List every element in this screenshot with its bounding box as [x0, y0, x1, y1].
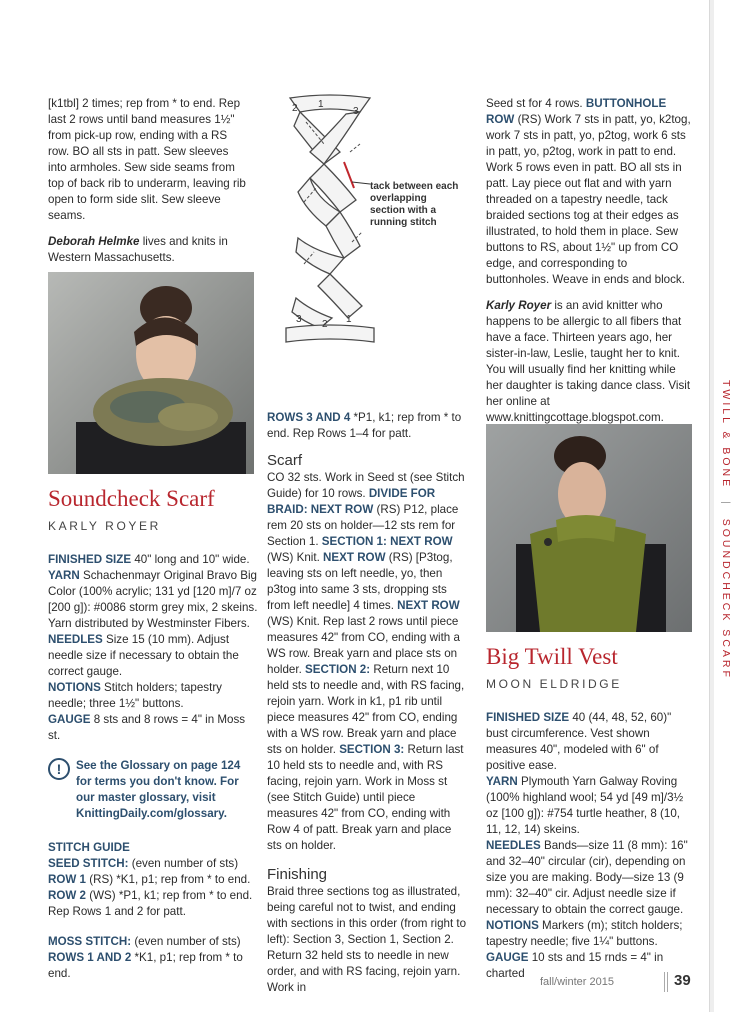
vest-notions — [486, 918, 696, 950]
side-running-head — [720, 380, 732, 680]
next-row-label: NEXT ROW — [323, 551, 386, 564]
row2-text: (WS) *P1, k1; rep from * to end. — [86, 889, 253, 902]
author-bio-text: lives and knits in Western Massachusetts. — [48, 235, 228, 264]
stitch-guide-label: STITCH GUIDE — [48, 841, 130, 854]
vest-gauge-text: 10 sts and 15 rnds = 4" in charted — [486, 951, 664, 980]
page-number: 39 — [674, 972, 691, 989]
finished-size-text: 40" long and 10" wide. — [131, 553, 250, 566]
vest-yarn-text: Plymouth Yarn Galway Roving (100% highland wool; 54 yd [49 m]/3½ oz [100 g]): #754 turtle heather, 8 (10, 11, 12, 14) skeins. — [486, 775, 684, 836]
scarf-text-c: (WS) Knit. — [267, 551, 324, 564]
rows34 — [267, 410, 469, 442]
scarf-text-d: (RS) [P3tog, leaving sts on left needle, yo, then p3tog into same 3 sts, dropping sts from left needle] 4 times. — [267, 551, 453, 612]
rows12-label: ROWS 1 AND 2 — [48, 951, 132, 964]
moss-stitch — [48, 934, 258, 950]
col3-para1 — [486, 96, 692, 288]
scarf-photo — [48, 272, 254, 474]
seed-row1 — [48, 872, 258, 888]
vest-notions-text: Markers (m); stitch holders; tapestry needle; five 1¼" buttons. — [486, 919, 683, 948]
row2-label: ROW 2 — [48, 889, 87, 902]
col3-text-b: (RS) Work 7 sts in patt, yo, k2tog, work 7 sts in patt, yo, p2tog, work 6 sts in patt, yo, p2tog, work in patt to end. Work 5 rows even in patt. BO all sts in patt. Lay piece out flat and with yarn threaded on a tapestry needle, tack braided sections tog at their edges as illustrated, to hold them in place. Sew buttons to RS, about 1½" up from CO edge, and corresponding to buttonholes. Weave in ends and block. — [486, 113, 691, 286]
section1-label: SECTION 1: NEXT ROW — [321, 535, 453, 548]
diagram-label-bottom-1: 1 — [346, 314, 352, 325]
author-name-2: Karly Royer — [486, 299, 552, 312]
vest-finished-size — [486, 710, 696, 774]
diagram-label-bottom-3: 3 — [296, 314, 302, 325]
vest-needles-text: Bands—size 11 (8 mm): 16" and 32–40" circular (cir), depending on size you are making. Body—size 13 (9 mm): 32–40" cir. Adjust needle size if necessary to obtain the correct gauge. — [486, 839, 688, 916]
needles-label: NEEDLES — [48, 633, 103, 646]
side-separator: | — [720, 501, 732, 507]
moss-rows12 — [48, 950, 258, 982]
diagram-label-top-3: 3 — [353, 106, 359, 117]
scarf-text-a: CO 32 sts. Work in Seed st (see Stitch Guide) for 10 rows. — [267, 471, 465, 500]
yarn-label: YARN — [48, 569, 80, 582]
braid-diagram — [280, 92, 380, 348]
glossary-note-text: See the Glossary on page 124 for terms you don't know. For our master glossary, visit KnittingDaily.com/glossary. — [76, 759, 241, 820]
column-3 — [486, 96, 692, 426]
vest-yarn — [486, 774, 696, 838]
braid-strand-g — [318, 274, 362, 318]
diagram-note: tack between each overlapping section with a running stitch — [370, 181, 459, 228]
pattern-title-scarf: Soundcheck Scarf — [48, 486, 215, 511]
row1-text: (RS) *K1, p1; rep from * to end. — [86, 873, 251, 886]
gauge-label: GAUGE — [48, 713, 91, 726]
yarn — [48, 568, 258, 632]
finished-size — [48, 552, 258, 568]
byline-scarf: KARLY ROYER — [48, 519, 161, 533]
glossary-note — [48, 758, 258, 822]
section2-label: SECTION 2: — [305, 663, 371, 676]
needles-text: Size 15 (10 mm). Adjust needle size if necessary to obtain the correct gauge. — [48, 633, 239, 678]
rows12-text: *K1, p1; rep from * to end. — [48, 951, 243, 980]
gauge-text: 8 sts and 8 rows = 4" in Moss st. — [48, 713, 246, 742]
arrow-2 — [350, 144, 360, 152]
footer-issue: fall/winter 2015 — [540, 976, 614, 988]
vest-gauge-label: GAUGE — [486, 951, 529, 964]
section3-label: SECTION 3: — [339, 743, 405, 756]
diagram-leader-line — [352, 178, 372, 190]
notions — [48, 680, 258, 712]
vest-needles — [486, 838, 696, 918]
notions-text: Stitch holders; tapestry needle; three 1½" buttons. — [48, 681, 222, 710]
scarf-photo-image — [48, 272, 254, 474]
exclamation-icon: ! — [48, 758, 70, 780]
byline-vest: MOON ELDRIDGE — [486, 677, 622, 691]
seed-text: (even number of sts) — [128, 857, 239, 870]
seed-rep: Rep Rows 1 and 2 for patt. — [48, 905, 186, 918]
seed-label: SEED STITCH: — [48, 857, 129, 870]
needles — [48, 632, 258, 680]
divide-label: DIVIDE FOR BRAID: NEXT ROW — [267, 487, 436, 516]
vest-notions-label: NOTIONS — [486, 919, 539, 932]
col1-para1: [k1tbl] 2 times; rep from * to end. Rep last 2 rows until band measures 1½" from pick-up row, ending with a RS row. BO all sts in patt. Sew sleeves into armholes. Sew side seams from top of back rib to underarm, leaving rib open to form side slit. Sew sleeve seams. — [48, 97, 246, 222]
author-bio-text-2: is an avid knitter who happens to be allergic to all fibers that have a face. Thirteen years ago, her sister-in-law, Leslie, taught her to knit. You will usually find her knitting while her daughter is taking dance class. Visit her online at www.knittingcottage.blogspot.com. — [486, 299, 691, 424]
yarn-text: Schachenmayr Original Bravo Big Color (100% acrylic; 131 yd [120 m]/7 oz [200 g]): #0086 storm grey mix, 2 skeins. Yarn distributed by Westminster Fibers. — [48, 569, 258, 630]
scarf-text-f: Return next 10 held sts to needle and, with RS facing, rejoin yarn. Work in k1, p1 rib until piece measures 42" from CO, ending with a WS row. Break yarn and place sts on holder. — [267, 663, 465, 756]
buttonhole-label: BUTTONHOLE ROW — [486, 97, 667, 126]
notions-label: NOTIONS — [48, 681, 101, 694]
scarf-text-g: Return last 10 held sts to needle and, with RS facing, rejoin yarn. Work in Moss st (see Stitch Guide) until piece measures 42" from CO, ending with Row 4 of patt. Break yarn and place sts on holder. — [267, 743, 464, 852]
rows34-text: *P1, k1; rep from * to end. Rep Rows 1–4 for patt. — [267, 411, 462, 440]
diagram-label-top-1: 1 — [318, 99, 324, 110]
col1-author-bio — [48, 234, 248, 266]
pattern-title-vest: Big Twill Vest — [486, 644, 618, 669]
column-3-pattern — [486, 644, 696, 982]
vest-finished-size-text: 40 (44, 48, 52, 60)" bust circumference. Vest shown measures 40", modeled with 6" of positive ease. — [486, 711, 672, 772]
finished-size-label: FINISHED SIZE — [48, 553, 132, 566]
column-1-pattern — [48, 486, 258, 982]
next-row-label-2: NEXT ROW — [397, 599, 460, 612]
diagram-label-bottom-2: 2 — [322, 319, 328, 330]
column-2 — [267, 410, 469, 996]
vest-needles-label: NEEDLES — [486, 839, 541, 852]
section-head-finishing: Finishing — [267, 866, 328, 883]
column-1 — [48, 96, 248, 266]
footer-divider — [664, 972, 665, 992]
section-head-scarf: Scarf — [267, 452, 303, 469]
scarf-instructions — [267, 470, 469, 854]
vest-photo — [486, 424, 692, 632]
scarf-text-b: (RS) P12, place rem 20 sts on holder—12 sts rem for Section 1. — [267, 503, 459, 548]
vest-yarn-label: YARN — [486, 775, 518, 788]
vest-finished-size-label: FINISHED SIZE — [486, 711, 570, 724]
scarf-text-e: (WS) Knit. Rep last 2 rows until piece measures 42" from CO, ending with a WS row. Break yarn and place sts on holder. — [267, 615, 460, 676]
diagram-label-top-2: 2 — [292, 103, 298, 114]
moss-text: (even number of sts) — [131, 935, 241, 948]
seed-stitch — [48, 856, 258, 872]
finishing-text: Braid three sections tog as illustrated, being careful not to twist, and ending with sections in this order (from right to left): Section 3, Section 1, Section 2. Return 32 held sts to needle in new order, and with RS facing, rejoin yarn. Work in — [267, 885, 467, 994]
side-twill: TWILL & BONE — [720, 380, 732, 490]
row1-label: ROW 1 — [48, 873, 87, 886]
footer-divider-2 — [667, 972, 668, 992]
gauge — [48, 712, 258, 744]
braid-bottom — [286, 325, 374, 342]
col3-text-a: Seed st for 4 rows. — [486, 97, 586, 110]
side-soundcheck: SOUNDCHECK SCARF — [720, 518, 732, 680]
vest-photo-image — [486, 424, 692, 632]
rows34-label: ROWS 3 AND 4 — [267, 411, 351, 424]
col3-author-bio — [486, 298, 692, 426]
moss-label: MOSS STITCH: — [48, 935, 132, 948]
seed-row2 — [48, 888, 258, 904]
author-name: Deborah Helmke — [48, 235, 140, 248]
